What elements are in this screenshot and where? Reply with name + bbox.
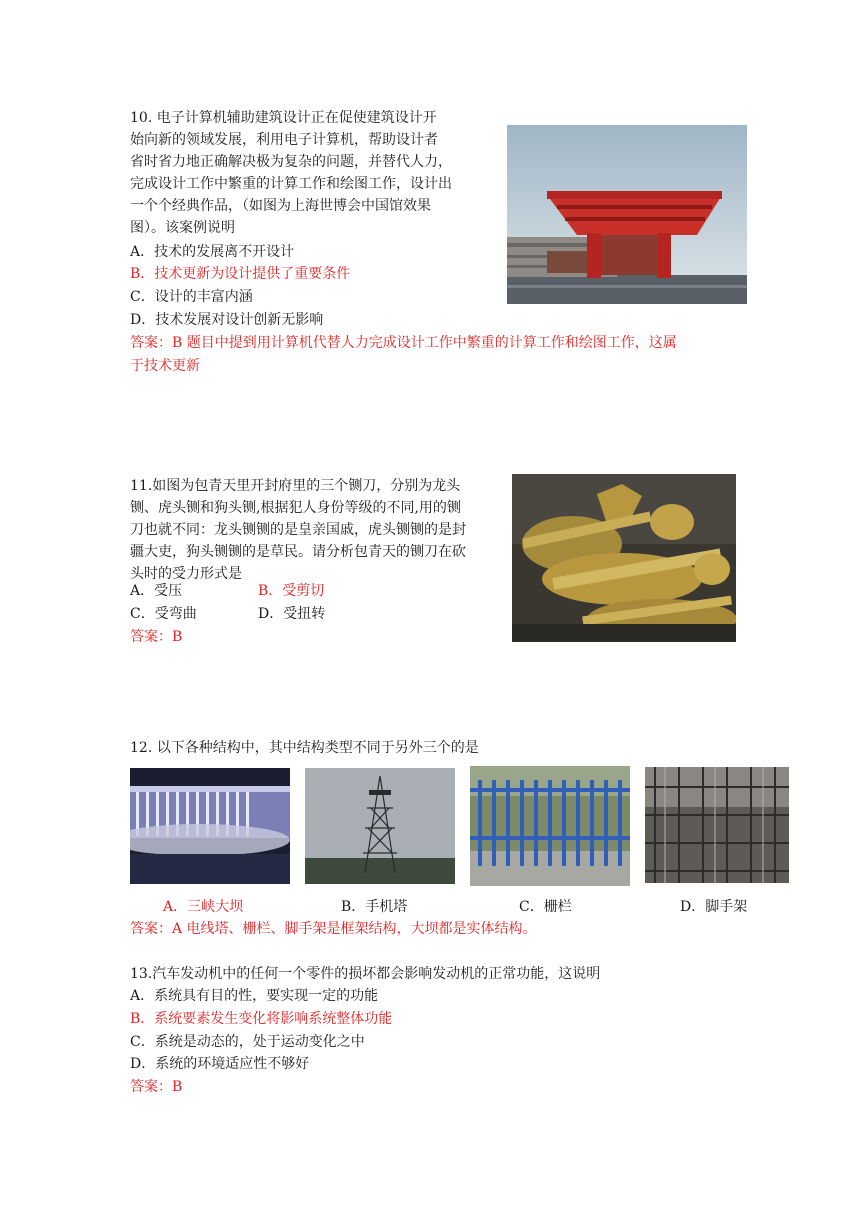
q11-answer: 答案：B xyxy=(130,629,183,645)
q10-option-c: C．设计的丰富内涵 xyxy=(130,289,253,305)
q11-option-d: D．受扭转 xyxy=(258,606,326,622)
q10-stem-line: 完成设计工作中繁重的计算工作和绘图工作，设计出 xyxy=(130,176,452,192)
q12-caption-c: C．栅栏 xyxy=(519,899,572,915)
q10-stem-line: 10. 电子计算机辅助建筑设计正在促使建筑设计开 xyxy=(130,110,437,126)
q11-stem-line: 刀也就不同：龙头铡铡的是皇亲国戚，虎头铡铡的是封 xyxy=(130,522,466,538)
q11-stem-line: 11.如图为包青天里开封府里的三个铡刀，分别为龙头 xyxy=(130,478,461,494)
q13-stem: 13.汽车发动机中的任何一个零件的损坏都会影响发动机的正常功能，这说明 xyxy=(130,966,601,982)
scaffolding-image xyxy=(645,767,789,883)
q12-stem: 12. 以下各种结构中，其中结构类型不同于另外三个的是 xyxy=(130,740,479,756)
q11-stem-line: 头时的受力形式是 xyxy=(130,566,242,582)
q12-caption-a: A．三峡大坝 xyxy=(163,899,244,915)
q11-option-a: A．受压 xyxy=(130,583,183,599)
q10-answer: 答案：B 题目中提到用计算机代替人力完成设计工作中繁重的计算工作和绘图工作，这属 xyxy=(130,335,677,351)
q13-option-d: D．系统的环境适应性不够好 xyxy=(130,1056,310,1072)
q10-option-a: A．技术的发展离不开设计 xyxy=(130,244,295,260)
china-pavilion-image xyxy=(507,125,747,304)
q10-stem-line: 图）。该案例说明 xyxy=(130,220,235,236)
three-gorges-dam-image xyxy=(130,768,290,884)
q10-option-d: D．技术发展对设计创新无影响 xyxy=(130,312,324,328)
q10-stem-line: 始向新的领域发展，利用电子计算机，帮助设计者 xyxy=(130,132,438,148)
guillotine-image xyxy=(512,474,736,642)
q12-caption-d: D．脚手架 xyxy=(680,899,748,915)
q12-caption-b: B．手机塔 xyxy=(341,899,408,915)
q10-stem-line: 一个个经典作品，（如图为上海世博会中国馆效果 xyxy=(130,198,431,214)
q12-answer: 答案：A 电线塔、栅栏、脚手架是框架结构，大坝都是实体结构。 xyxy=(130,921,537,937)
q13-answer: 答案：B xyxy=(130,1079,183,1095)
q10-option-b: B．技术更新为设计提供了重要条件 xyxy=(130,266,351,282)
q11-stem-line: 疆大吏，狗头铡铡的是草民。请分析包青天的铡刀在砍 xyxy=(130,544,466,560)
q13-option-a: A．系统具有目的性，要实现一定的功能 xyxy=(130,988,379,1004)
fence-image xyxy=(470,766,630,886)
cell-tower-image xyxy=(305,768,455,884)
q13-option-c: C．系统是动态的，处于运动变化之中 xyxy=(130,1034,365,1050)
q10-answer-cont: 于技术更新 xyxy=(130,358,200,374)
q10-stem-line: 省时省力地正确解决极为复杂的问题，并替代人力， xyxy=(130,154,452,170)
q11-option-c: C．受弯曲 xyxy=(130,606,197,622)
q11-option-b: B．受剪切 xyxy=(258,583,325,599)
q13-option-b: B．系统要素发生变化将影响系统整体功能 xyxy=(130,1011,393,1027)
q11-stem-line: 铡、虎头铡和狗头铡,根据犯人身份等级的不同,用的铡 xyxy=(130,500,461,516)
